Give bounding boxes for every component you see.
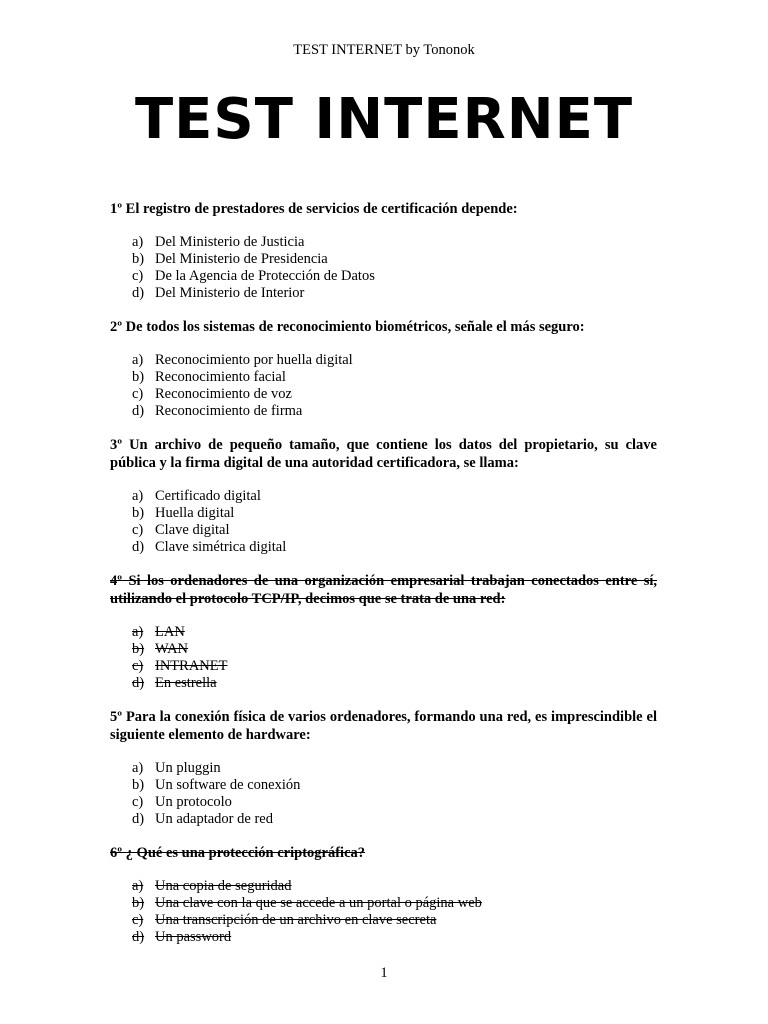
option-text: Certificado digital <box>155 488 261 504</box>
option-letter: c) <box>132 794 144 810</box>
option-text: Reconocimiento de voz <box>155 386 292 402</box>
answer-option-a <box>110 760 657 777</box>
question-list <box>110 200 657 946</box>
option-text: Clave digital <box>155 522 230 538</box>
option-text: Clave simétrica digital <box>155 539 287 555</box>
option-letter: a) <box>132 488 144 504</box>
option-letter: a) <box>132 234 144 250</box>
option-letter: d) <box>132 929 145 945</box>
option-text: Del Ministerio de Interior <box>155 285 305 301</box>
question-4 <box>110 572 657 692</box>
answer-option-c <box>110 794 657 811</box>
answer-option-c <box>110 522 657 539</box>
answer-option-b <box>110 895 657 912</box>
answer-options <box>110 352 657 420</box>
answer-option-b <box>110 641 657 658</box>
page-title: TEST INTERNET <box>134 87 634 152</box>
option-text: Reconocimiento facial <box>155 369 286 385</box>
answer-options <box>110 878 657 946</box>
answer-option-d <box>110 539 657 556</box>
option-letter: d) <box>132 675 145 691</box>
option-letter: d) <box>132 539 145 555</box>
question-3 <box>110 436 657 556</box>
question-1 <box>110 200 657 302</box>
option-text: LAN <box>155 624 185 640</box>
option-text: WAN <box>155 641 189 657</box>
answer-option-b <box>110 369 657 386</box>
option-text: Un pluggin <box>155 760 221 776</box>
option-letter: c) <box>132 522 144 538</box>
option-text: Un protocolo <box>155 794 232 810</box>
question-text: 1º El registro de prestadores de servicios de certificación depende: <box>110 201 518 217</box>
answer-option-c <box>110 912 657 929</box>
option-letter: d) <box>132 811 145 827</box>
answer-option-a <box>110 878 657 895</box>
option-letter: b) <box>132 895 145 911</box>
answer-options <box>110 624 657 692</box>
option-text: INTRANET <box>155 658 228 674</box>
option-text: Del Ministerio de Presidencia <box>155 251 328 267</box>
answer-option-a <box>110 234 657 251</box>
question-6 <box>110 844 657 946</box>
answer-option-b <box>110 251 657 268</box>
option-letter: a) <box>132 352 144 368</box>
option-letter: c) <box>132 386 144 402</box>
option-letter: b) <box>132 777 145 793</box>
option-text: Una clave con la que se accede a un portal o página web <box>155 895 482 911</box>
answer-option-d <box>110 285 657 302</box>
option-text: Un adaptador de red <box>155 811 273 827</box>
option-text: Reconocimiento por huella digital <box>155 352 353 368</box>
answer-option-a <box>110 488 657 505</box>
answer-option-b <box>110 777 657 794</box>
option-letter: c) <box>132 658 144 674</box>
answer-options <box>110 488 657 556</box>
question-text: 3º Un archivo de pequeño tamaño, que contiene los datos del propietario, su clave pública y la firma digital de una autoridad certificadora, se llama: <box>110 437 657 471</box>
option-text: Huella digital <box>155 505 235 521</box>
option-letter: c) <box>132 268 144 284</box>
option-letter: a) <box>132 878 144 894</box>
page-number: 1 <box>380 965 388 981</box>
running-header: TEST INTERNET by Tononok <box>293 42 475 58</box>
answer-options <box>110 760 657 828</box>
answer-option-d <box>110 811 657 828</box>
answer-option-a <box>110 624 657 641</box>
option-letter: b) <box>132 369 145 385</box>
option-text: En estrella <box>155 675 217 691</box>
option-text: Un password <box>155 929 232 945</box>
option-text: Reconocimiento de firma <box>155 403 303 419</box>
option-text: Una transcripción de un archivo en clave secreta <box>155 912 437 928</box>
answer-options <box>110 234 657 302</box>
answer-option-d <box>110 675 657 692</box>
option-text: Un software de conexión <box>155 777 301 793</box>
option-letter: b) <box>132 251 145 267</box>
answer-option-d <box>110 929 657 946</box>
question-text: 5º Para la conexión física de varios ordenadores, formando una red, es imprescindible el siguiente elemento de hardware: <box>110 709 657 743</box>
answer-option-c <box>110 386 657 403</box>
option-text: De la Agencia de Protección de Datos <box>155 268 375 284</box>
option-text: Una copia de seguridad <box>155 878 292 894</box>
question-text: 6º ¿ Qué es una protección criptográfica? <box>110 845 366 861</box>
option-text: Del Ministerio de Justicia <box>155 234 305 250</box>
option-letter: d) <box>132 285 145 301</box>
option-letter: a) <box>132 760 144 776</box>
answer-option-c <box>110 268 657 285</box>
option-letter: b) <box>132 505 145 521</box>
answer-option-b <box>110 505 657 522</box>
option-letter: d) <box>132 403 145 419</box>
answer-option-c <box>110 658 657 675</box>
question-text: 4º Si los ordenadores de una organización empresarial trabajan conectados entre sí, utilizando el protocolo TCP/IP, decimos que se trata de una red: <box>110 573 657 607</box>
option-letter: c) <box>132 912 144 928</box>
question-text: 2º De todos los sistemas de reconocimiento biométricos, señale el más seguro: <box>110 319 585 335</box>
answer-option-d <box>110 403 657 420</box>
option-letter: a) <box>132 624 144 640</box>
answer-option-a <box>110 352 657 369</box>
question-5 <box>110 708 657 828</box>
option-letter: b) <box>132 641 145 657</box>
question-2 <box>110 318 657 420</box>
